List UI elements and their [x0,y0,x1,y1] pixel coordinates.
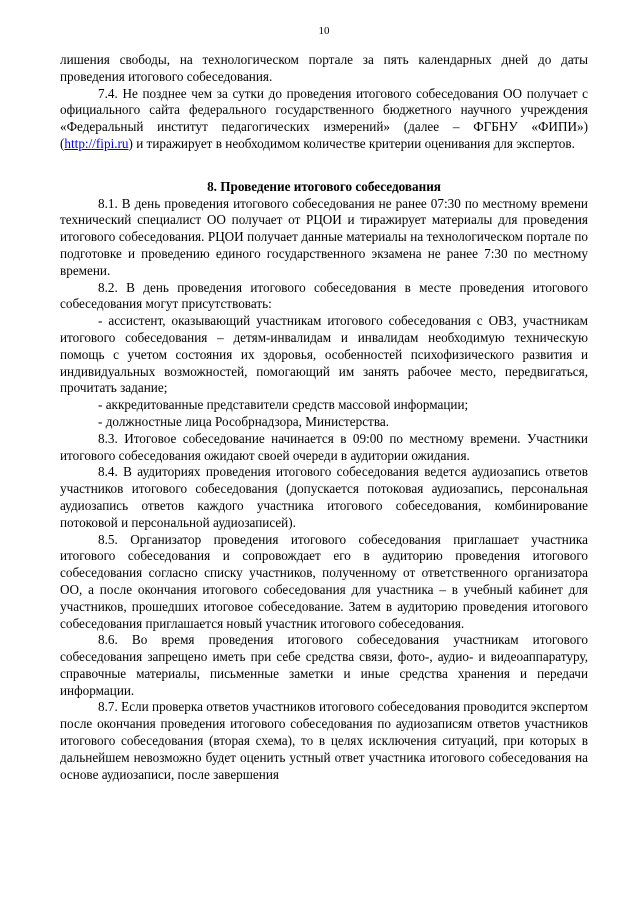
paragraph-7-4-text-after: ) и тиражирует в необходимом количестве критерии оценивания для экспертов. [128,135,575,151]
list-item-media: - аккредитованные представители средств массовой информации; [98,397,469,413]
section-8-heading: 8. Проведение итогового собеседования [207,178,441,194]
page-number: 10 [318,25,330,37]
paragraph-8-7: 8.7. Если проверка ответов участников итогового собеседования проводится экспертом после окончания проведения итогового собеседования по аудиозаписям ответов участников итогового собеседования (вторая схема), то в целях исключения ситуаций, при которых в дальнейшем невозможно будет оценить устный ответ участника итогового собеседования на основе аудиозаписи, после завершения [60,699,588,782]
paragraph-8-2: 8.2. В день проведения итогового собеседования в месте проведения итогового собеседования могут присутствовать: [60,279,588,312]
paragraph-7-4-text-before: 7.4. Не позднее чем за сутки до проведения итогового собеседования ОО получает с официального сайта федерального государственного бюджетного научного учреждения «Федеральный институт педагогических измерений» (далее – ФГБНУ «ФИПИ») ( [60,85,588,151]
paragraph-8-1: 8.1. В день проведения итогового собеседования не ранее 07:30 по местному времени технический специалист ОО получает от РЦОИ и тиражирует материалы для проведения итогового собеседования. РЦОИ получает данные материалы на технологическом портале по подготовке и проведению единого государственного экзамена не ранее 7:30 по местному времени. [60,195,588,278]
paragraph-8-3: 8.3. Итоговое собеседование начинается в 09:00 по местному времени. Участники итогового собеседования ожидают своей очереди в аудитории ожидания. [60,430,588,463]
paragraph-continuation: лишения свободы, на технологическом портале за пять календарных дней до даты проведения итогового собеседования. [60,52,588,84]
paragraph-8-5: 8.5. Организатор проведения итогового собеседования приглашает участника итогового собеседования и сопровождает его в аудиторию проведения итогового собеседования согласно списку участников, полученному от ответственного организатора ОО, а после окончания итогового собеседования для участника – в учебный кабинет для участников, прошедших итоговое собеседование. Затем в аудиторию проведения итогового собеседования приглашается новый участник итогового собеседования. [60,531,588,631]
paragraph-7-4 [60,86,588,153]
paragraph-8-4: 8.4. В аудиториях проведения итогового собеседования ведется аудиозапись ответов участников итогового собеседования (допускается потоковая аудиозапись, персональная аудиозапись ответов каждого участника итогового собеседования, комбинирование потоковой и персональной аудиозаписей). [60,464,588,530]
fipi-link[interactable]: http://fipi.ru [64,135,129,151]
list-item-assistant: - ассистент, оказывающий участникам итогового собеседования с ОВЗ, участникам итогового собеседования – детям-инвалидам и инвалидам необходимую техническую помощь с учетом состояния их здоровья, особенностей психофизического развития и индивидуальных возможностей, помогающий им занять рабочее место, передвигаться, прочитать задание; [60,313,588,396]
paragraph-8-6: 8.6. Во время проведения итогового собеседования участникам итогового собеседования запрещено иметь при себе средства связи, фото-, аудио- и видеоаппаратуру, справочные материалы, письменные заметки и иные средства хранения и передачи информации. [60,632,588,698]
list-item-officials: - должностные лица Рособрнадзора, Министерства. [98,413,390,429]
